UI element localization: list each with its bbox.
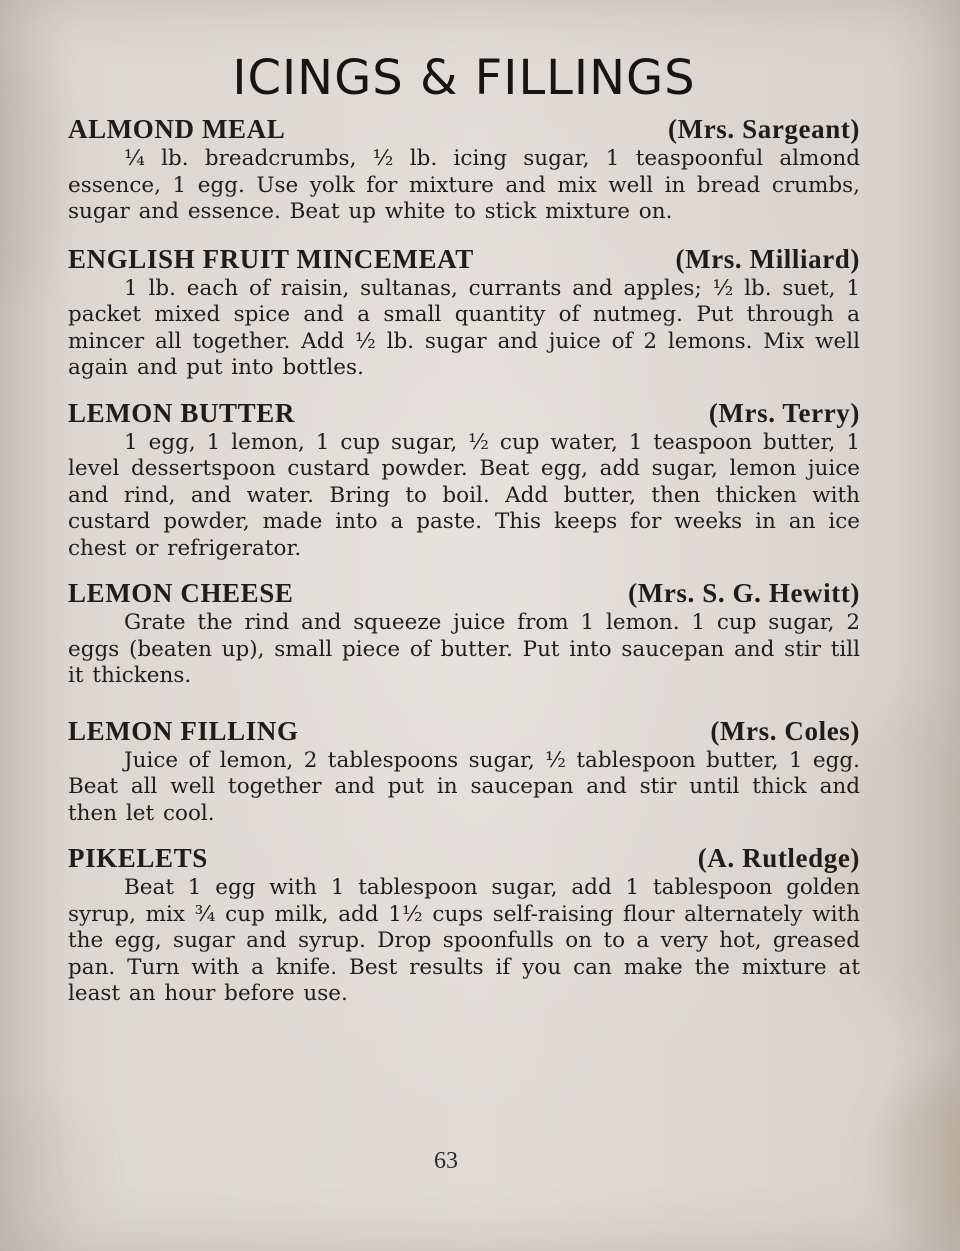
recipe-author: (Mrs. S. G. Hewitt): [628, 578, 860, 608]
recipe-header: [68, 114, 860, 144]
recipe-author: (Mrs. Coles): [710, 715, 860, 746]
recipe-instructions: Beat 1 egg with 1 tablespoon sugar, add 1 tablespoon golden syrup, mix ¾ cup milk, add 1½ cups self-raising flour alternately with the egg, sugar and syrup. Drop spoonfulls on to a very hot, greased pan. Turn with a knife. Best results if you can make the mixture at least an hour before use.: [68, 875, 860, 1006]
recipe-instructions: Grate the rind and squeeze juice from 1 lemon. 1 cup sugar, 2 eggs (beaten up), small piece of butter. Put into saucepan and stir till it thickens.: [68, 610, 860, 688]
recipe-instructions: ¼ lb. breadcrumbs, ½ lb. icing sugar, 1 teaspoonful almond essence, 1 egg. Use yolk for mixture and mix well in bread crumbs, sugar and essence. Beat up white to stick mixture on.: [68, 146, 860, 224]
page-title: ICINGS & FILLINGS: [232, 50, 696, 106]
recipe-name: LEMON CHEESE: [68, 578, 294, 608]
recipe-instructions: 1 egg, 1 lemon, 1 cup sugar, ½ cup water, 1 teaspoon butter, 1 level dessertspoon custard powder. Beat egg, add sugar, lemon juice and rind, and water. Bring to boil. Add butter, then thicken with custard powder, made into a paste. This keeps for weeks in an ice chest or refrigerator.: [68, 429, 860, 561]
recipe-header: [68, 398, 860, 428]
recipe-header: [68, 244, 860, 274]
recipe-lemon-cheese: [68, 578, 860, 690]
paper-stain: [880, 1080, 960, 1240]
recipe-name: ALMOND MEAL: [68, 114, 286, 144]
recipe-name: ENGLISH FRUIT MINCEMEAT: [68, 243, 474, 274]
recipe-almond-meal: [68, 114, 860, 226]
recipe-lemon-butter: [68, 398, 860, 563]
recipe-english-fruit-mincemeat: [68, 244, 860, 382]
recipe-name: LEMON BUTTER: [68, 397, 295, 428]
recipe-header: [68, 716, 860, 746]
recipe-author: (Mrs. Terry): [708, 397, 860, 428]
recipe-author: (A. Rutledge): [697, 843, 860, 873]
paper-stain: [0, 40, 60, 300]
page-content: [68, 48, 860, 1024]
recipe-instructions: 1 lb. each of raisin, sultanas, currants and apples; ½ lb. suet, 1 packet mixed spice and a small quantity of nutmeg. Put through a mincer all together. Add ½ lb. sugar and juice of 2 lemons. Mix well again and put into bottles.: [68, 275, 860, 380]
paper-stain: [0, 1100, 90, 1251]
recipe-pikelets: [68, 843, 860, 1008]
recipe-name: LEMON FILLING: [68, 715, 299, 746]
recipe-lemon-filling: [68, 716, 860, 828]
recipe-name: PIKELETS: [68, 843, 208, 873]
recipe-header: [68, 578, 860, 608]
recipe-author: (Mrs. Sargeant): [668, 114, 860, 144]
recipe-header: [68, 843, 860, 873]
page-number: 63: [434, 1148, 458, 1174]
recipe-instructions: Juice of lemon, 2 tablespoons sugar, ½ tablespoon butter, 1 egg. Beat all well together and put in saucepan and stir until thick and then let cool.: [68, 747, 860, 826]
recipe-author: (Mrs. Milliard): [675, 243, 860, 274]
